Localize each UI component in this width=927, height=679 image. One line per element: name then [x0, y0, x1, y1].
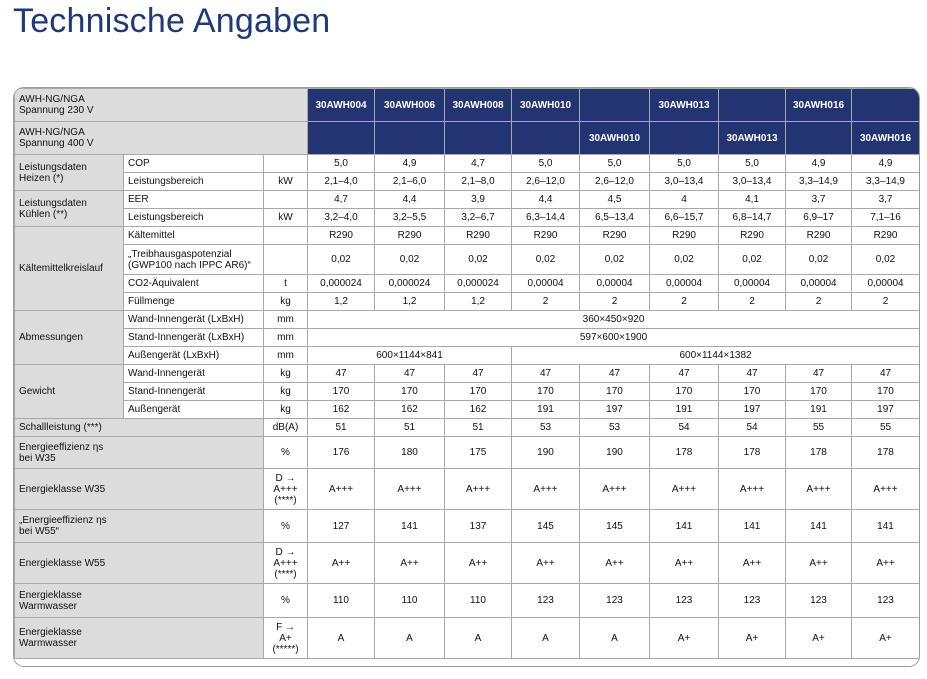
- value-cell: 180: [375, 437, 445, 469]
- value-cell: A+++: [512, 469, 580, 510]
- value-cell: 162: [375, 401, 445, 419]
- value-cell: R290: [308, 227, 375, 245]
- table-row: [15, 155, 920, 173]
- value-cell: 5,0: [308, 155, 375, 173]
- value-cell: 0,00004: [786, 275, 852, 293]
- value-cell: 2: [786, 293, 852, 311]
- unit-cell: kg: [264, 383, 308, 401]
- table-row: [15, 365, 920, 383]
- value-cell: 197: [719, 401, 786, 419]
- table-row: [15, 275, 920, 293]
- value-cell: 0,00004: [719, 275, 786, 293]
- value-cell: 123: [852, 584, 920, 618]
- value-cell: 55: [852, 419, 920, 437]
- value-cell: 597×600×1900: [308, 329, 920, 347]
- value-cell: 2: [580, 293, 650, 311]
- unit-cell: mm: [264, 311, 308, 329]
- model-header: [786, 122, 852, 155]
- parameter-label: Stand-Innengerät (LxBxH): [124, 329, 264, 347]
- value-cell: R290: [512, 227, 580, 245]
- value-cell: 123: [650, 584, 719, 618]
- value-cell: 141: [375, 510, 445, 543]
- value-cell: 170: [445, 383, 512, 401]
- value-cell: 3,2–6,7: [445, 209, 512, 227]
- value-cell: A+: [650, 618, 719, 659]
- value-cell: 0,02: [580, 245, 650, 275]
- table-row: [15, 329, 920, 347]
- voltage-label: AWH-NG/NGA Spannung 230 V: [15, 89, 308, 122]
- value-cell: 53: [512, 419, 580, 437]
- value-cell: 55: [786, 419, 852, 437]
- value-cell: 54: [719, 419, 786, 437]
- value-cell: 127: [308, 510, 375, 543]
- value-cell: A++: [580, 543, 650, 584]
- parameter-label: Kältemittel: [124, 227, 264, 245]
- value-cell: 176: [308, 437, 375, 469]
- value-cell: A+++: [852, 469, 920, 510]
- value-cell: 141: [786, 510, 852, 543]
- value-cell: A+++: [786, 469, 852, 510]
- value-cell: 0,02: [650, 245, 719, 275]
- value-cell: 2,1–6,0: [375, 173, 445, 191]
- table-row: [15, 618, 920, 659]
- technical-specs-table: [14, 88, 920, 659]
- unit-cell: D → A+++ (****): [264, 469, 308, 510]
- unit-cell: kW: [264, 173, 308, 191]
- group-label: Schallleistung (***): [15, 419, 264, 437]
- value-cell: 0,02: [852, 245, 920, 275]
- group-label: Abmessungen: [15, 311, 124, 365]
- group-label: Gewicht: [15, 365, 124, 419]
- value-cell: 170: [719, 383, 786, 401]
- value-cell: 170: [308, 383, 375, 401]
- value-cell: 0,02: [786, 245, 852, 275]
- model-header: 30AWH008: [445, 89, 512, 122]
- value-cell: R290: [786, 227, 852, 245]
- table-row: [15, 401, 920, 419]
- value-cell: A+++: [650, 469, 719, 510]
- value-cell: 47: [719, 365, 786, 383]
- value-cell: A: [375, 618, 445, 659]
- group-label: Energieklasse Warmwasser: [15, 584, 264, 618]
- table-row: [15, 543, 920, 584]
- model-header: 30AWH010: [580, 122, 650, 155]
- value-cell: 2,6–12,0: [512, 173, 580, 191]
- value-cell: 4: [650, 191, 719, 209]
- table-row: [15, 347, 920, 365]
- value-cell: 3,2–5,5: [375, 209, 445, 227]
- value-cell: R290: [719, 227, 786, 245]
- value-cell: 47: [512, 365, 580, 383]
- value-cell: 47: [308, 365, 375, 383]
- parameter-label: Außengerät: [124, 401, 264, 419]
- value-cell: 170: [512, 383, 580, 401]
- value-cell: A+++: [445, 469, 512, 510]
- table-row: [15, 209, 920, 227]
- value-cell: 162: [445, 401, 512, 419]
- unit-cell: dB(A): [264, 419, 308, 437]
- value-cell: 3,7: [852, 191, 920, 209]
- value-cell: A: [308, 618, 375, 659]
- table-row: [15, 311, 920, 329]
- value-cell: 5,0: [650, 155, 719, 173]
- value-cell: A+++: [719, 469, 786, 510]
- value-cell: 4,1: [719, 191, 786, 209]
- value-cell: 600×1144×1382: [512, 347, 920, 365]
- unit-cell: kg: [264, 401, 308, 419]
- model-header: [650, 122, 719, 155]
- unit-cell: [264, 245, 308, 275]
- value-cell: 145: [580, 510, 650, 543]
- group-label: Kältemittelkreislauf: [15, 227, 124, 311]
- model-header: 30AWH013: [650, 89, 719, 122]
- value-cell: 6,6–15,7: [650, 209, 719, 227]
- value-cell: A+: [852, 618, 920, 659]
- value-cell: A: [512, 618, 580, 659]
- value-cell: 178: [719, 437, 786, 469]
- value-cell: 3,3–14,9: [786, 173, 852, 191]
- value-cell: 175: [445, 437, 512, 469]
- value-cell: 0,00004: [852, 275, 920, 293]
- group-label: Leistungsdaten Kühlen (**): [15, 191, 124, 227]
- value-cell: 2,1–8,0: [445, 173, 512, 191]
- unit-cell: mm: [264, 347, 308, 365]
- model-header: 30AWH016: [852, 122, 920, 155]
- value-cell: 0,00004: [650, 275, 719, 293]
- value-cell: 4,9: [786, 155, 852, 173]
- value-cell: 0,02: [308, 245, 375, 275]
- value-cell: 197: [852, 401, 920, 419]
- value-cell: 0,02: [719, 245, 786, 275]
- value-cell: 170: [786, 383, 852, 401]
- value-cell: 0,00004: [580, 275, 650, 293]
- value-cell: R290: [375, 227, 445, 245]
- value-cell: 0,02: [512, 245, 580, 275]
- group-label: Energieeffizienz ηs bei W35: [15, 437, 264, 469]
- table-row: [15, 510, 920, 543]
- parameter-label: Wand-Innengerät (LxBxH): [124, 311, 264, 329]
- value-cell: 5,0: [719, 155, 786, 173]
- header-row: [15, 89, 920, 122]
- value-cell: 141: [650, 510, 719, 543]
- value-cell: 137: [445, 510, 512, 543]
- model-header: [852, 89, 920, 122]
- value-cell: A+++: [308, 469, 375, 510]
- model-header: [445, 122, 512, 155]
- unit-cell: %: [264, 510, 308, 543]
- value-cell: 0,00004: [512, 275, 580, 293]
- value-cell: 360×450×920: [308, 311, 920, 329]
- value-cell: A++: [650, 543, 719, 584]
- table-row: [15, 173, 920, 191]
- value-cell: A++: [786, 543, 852, 584]
- value-cell: 5,0: [580, 155, 650, 173]
- parameter-label: Leistungsbereich: [124, 209, 264, 227]
- value-cell: 4,4: [512, 191, 580, 209]
- value-cell: 110: [445, 584, 512, 618]
- group-label: „Energieeffizienz ηs bei W55“: [15, 510, 264, 543]
- model-header: [308, 122, 375, 155]
- value-cell: A: [580, 618, 650, 659]
- table-row: [15, 437, 920, 469]
- parameter-label: Füllmenge: [124, 293, 264, 311]
- value-cell: 123: [786, 584, 852, 618]
- value-cell: A++: [445, 543, 512, 584]
- value-cell: A+: [786, 618, 852, 659]
- value-cell: 47: [445, 365, 512, 383]
- value-cell: A++: [512, 543, 580, 584]
- table-row: [15, 584, 920, 618]
- value-cell: 110: [375, 584, 445, 618]
- value-cell: 170: [375, 383, 445, 401]
- value-cell: 3,0–13,4: [719, 173, 786, 191]
- value-cell: 191: [786, 401, 852, 419]
- value-cell: 0,02: [445, 245, 512, 275]
- unit-cell: [264, 155, 308, 173]
- value-cell: 191: [650, 401, 719, 419]
- value-cell: 2: [650, 293, 719, 311]
- value-cell: 0,02: [375, 245, 445, 275]
- value-cell: R290: [580, 227, 650, 245]
- table-row: [15, 227, 920, 245]
- model-header: 30AWH006: [375, 89, 445, 122]
- value-cell: R290: [445, 227, 512, 245]
- model-header: 30AWH013: [719, 122, 786, 155]
- model-header: [719, 89, 786, 122]
- value-cell: 3,0–13,4: [650, 173, 719, 191]
- parameter-label: Stand-Innengerät: [124, 383, 264, 401]
- value-cell: 123: [719, 584, 786, 618]
- parameter-label: Wand-Innengerät: [124, 365, 264, 383]
- parameter-label: CO2-Äquivalent: [124, 275, 264, 293]
- value-cell: R290: [852, 227, 920, 245]
- value-cell: A+++: [580, 469, 650, 510]
- unit-cell: t: [264, 275, 308, 293]
- value-cell: 5,0: [512, 155, 580, 173]
- value-cell: 7,1–16: [852, 209, 920, 227]
- parameter-label: COP: [124, 155, 264, 173]
- unit-cell: F → A+ (*****): [264, 618, 308, 659]
- model-header: 30AWH016: [786, 89, 852, 122]
- value-cell: 190: [580, 437, 650, 469]
- value-cell: A++: [308, 543, 375, 584]
- value-cell: 1,2: [445, 293, 512, 311]
- value-cell: 2,1–4,0: [308, 173, 375, 191]
- value-cell: A++: [719, 543, 786, 584]
- value-cell: R290: [650, 227, 719, 245]
- unit-cell: kW: [264, 209, 308, 227]
- model-header: 30AWH010: [512, 89, 580, 122]
- value-cell: 2: [852, 293, 920, 311]
- value-cell: A++: [852, 543, 920, 584]
- value-cell: 4,5: [580, 191, 650, 209]
- value-cell: 3,3–14,9: [852, 173, 920, 191]
- model-header: 30AWH004: [308, 89, 375, 122]
- unit-cell: %: [264, 437, 308, 469]
- value-cell: 47: [650, 365, 719, 383]
- value-cell: 2: [512, 293, 580, 311]
- table-row: [15, 469, 920, 510]
- value-cell: 141: [852, 510, 920, 543]
- group-label: Energieklasse W55: [15, 543, 264, 584]
- value-cell: 123: [580, 584, 650, 618]
- voltage-label: AWH-NG/NGA Spannung 400 V: [15, 122, 308, 155]
- value-cell: 190: [512, 437, 580, 469]
- value-cell: 2,6–12,0: [580, 173, 650, 191]
- value-cell: 3,7: [786, 191, 852, 209]
- value-cell: 51: [375, 419, 445, 437]
- group-label: Energieklasse Warmwasser: [15, 618, 264, 659]
- value-cell: A+++: [375, 469, 445, 510]
- table-row: [15, 383, 920, 401]
- value-cell: 6,3–14,4: [512, 209, 580, 227]
- value-cell: 170: [650, 383, 719, 401]
- value-cell: 51: [308, 419, 375, 437]
- value-cell: A+: [719, 618, 786, 659]
- value-cell: 4,9: [375, 155, 445, 173]
- value-cell: 1,2: [308, 293, 375, 311]
- value-cell: 6,8–14,7: [719, 209, 786, 227]
- unit-cell: [264, 191, 308, 209]
- value-cell: 6,9–17: [786, 209, 852, 227]
- model-header: [512, 122, 580, 155]
- value-cell: 0,000024: [375, 275, 445, 293]
- value-cell: 197: [580, 401, 650, 419]
- value-cell: 4,7: [308, 191, 375, 209]
- table-row: [15, 191, 920, 209]
- value-cell: 123: [512, 584, 580, 618]
- value-cell: 3,2–4,0: [308, 209, 375, 227]
- header-row: [15, 122, 920, 155]
- value-cell: 110: [308, 584, 375, 618]
- value-cell: 162: [308, 401, 375, 419]
- value-cell: 47: [580, 365, 650, 383]
- value-cell: A++: [375, 543, 445, 584]
- value-cell: 191: [512, 401, 580, 419]
- value-cell: 1,2: [375, 293, 445, 311]
- value-cell: 178: [786, 437, 852, 469]
- specs-table-container: [13, 87, 920, 667]
- value-cell: 170: [852, 383, 920, 401]
- parameter-label: EER: [124, 191, 264, 209]
- table-row: [15, 419, 920, 437]
- value-cell: 47: [786, 365, 852, 383]
- value-cell: 4,4: [375, 191, 445, 209]
- unit-cell: kg: [264, 365, 308, 383]
- group-label: Leistungsdaten Heizen (*): [15, 155, 124, 191]
- value-cell: 141: [719, 510, 786, 543]
- parameter-label: Außengerät (LxBxH): [124, 347, 264, 365]
- model-header: [375, 122, 445, 155]
- value-cell: 2: [719, 293, 786, 311]
- value-cell: 3,9: [445, 191, 512, 209]
- value-cell: 145: [512, 510, 580, 543]
- value-cell: 47: [852, 365, 920, 383]
- model-header: [580, 89, 650, 122]
- value-cell: 47: [375, 365, 445, 383]
- parameter-label: „Treibhausgaspotenzial (GWP100 nach IPPC AR6)“: [124, 245, 264, 275]
- unit-cell: [264, 227, 308, 245]
- value-cell: 600×1144×841: [308, 347, 512, 365]
- value-cell: 178: [650, 437, 719, 469]
- value-cell: 6,5–13,4: [580, 209, 650, 227]
- group-label: Energieklasse W35: [15, 469, 264, 510]
- value-cell: A: [445, 618, 512, 659]
- unit-cell: %: [264, 584, 308, 618]
- page-title: Technische Angaben: [13, 2, 331, 40]
- value-cell: 0,000024: [308, 275, 375, 293]
- value-cell: 178: [852, 437, 920, 469]
- value-cell: 53: [580, 419, 650, 437]
- value-cell: 51: [445, 419, 512, 437]
- unit-cell: kg: [264, 293, 308, 311]
- unit-cell: mm: [264, 329, 308, 347]
- unit-cell: D → A+++ (****): [264, 543, 308, 584]
- parameter-label: Leistungsbereich: [124, 173, 264, 191]
- value-cell: 4,7: [445, 155, 512, 173]
- value-cell: 4,9: [852, 155, 920, 173]
- table-row: [15, 293, 920, 311]
- value-cell: 170: [580, 383, 650, 401]
- table-row: [15, 245, 920, 275]
- value-cell: 54: [650, 419, 719, 437]
- value-cell: 0,000024: [445, 275, 512, 293]
